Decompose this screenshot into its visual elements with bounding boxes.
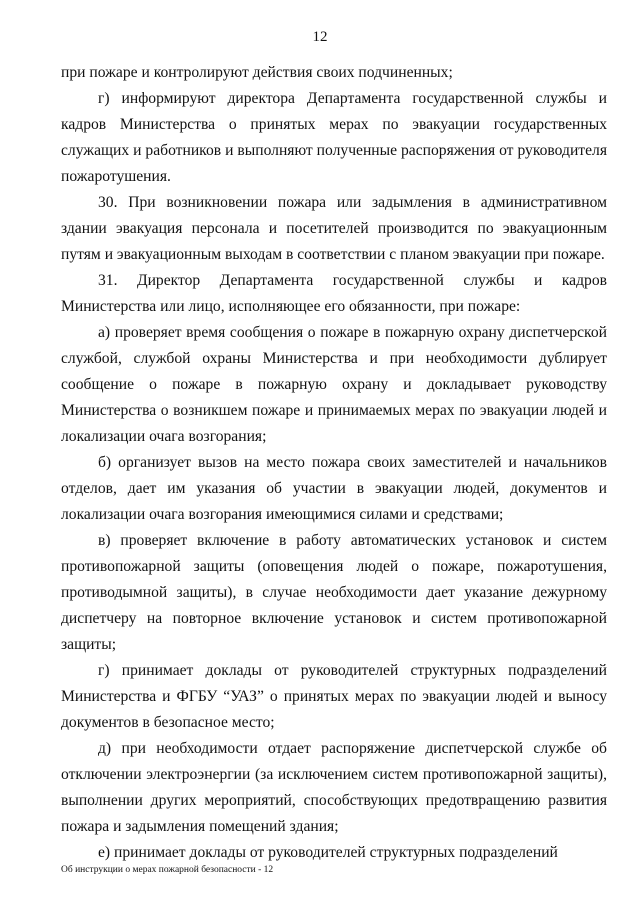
paragraph-item-e: е) принимает доклады от руководителей структурных подразделений (98, 844, 558, 861)
paragraph-item-a: а) проверяет время сообщения о пожаре в пожарную охрану диспетчерской службой, службой охраны Министерства и при необходимости дублирует сообщение о пожаре в пожарную охрану и докладывает руководству Министерства о возникшем пожаре и принимаемых мерах по эвакуации людей и локализации очага возгорания; (61, 324, 607, 445)
document-body (61, 60, 607, 866)
paragraph-item-v: в) проверяет включение в работу автоматических установок и систем противопожарной защиты (оповещения людей о пожаре, пожаротушения, противодымной защиты), в случае необходимости дает указание дежурному диспетчеру на повторное включение установок и систем противопожарной защиты; (61, 532, 607, 653)
paragraph-item-b: б) организует вызов на место пожара своих заместителей и начальников отделов, дает им указания об участии в эвакуации людей, документов и локализации очага возгорания имеющимися силами и средствами; (61, 454, 607, 523)
paragraph-item-g2: г) принимает доклады от руководителей структурных подразделений Министерства и ФГБУ “УАЗ” о принятых мерах по эвакуации людей и выносу документов в безопасное место; (61, 662, 607, 731)
page-footer: Об инструкции о мерах пожарной безопасности - 12 (61, 865, 274, 875)
paragraph-item-d: д) при необходимости отдает распоряжение диспетчерской службе об отключении электроэнергии (за исключением систем противопожарной защиты), выполнении других мероприятий, способствующих предотвращению развития пожара и задымления помещений здания; (61, 740, 607, 835)
page-number: 12 (312, 29, 328, 45)
paragraph-item-g: г) информируют директора Департамента государственной службы и кадров Министерства о принятых мерах по эвакуации государственных служащих и работников и выполняют полученные распоряжения от руководителя пожаротушения. (61, 90, 607, 185)
paragraph-continuation: при пожаре и контролируют действия своих подчиненных; (61, 64, 453, 81)
paragraph-clause-31: 31. Директор Департамента государственной службы и кадров Министерства или лицо, исполняющее его обязанности, при пожаре: (61, 272, 607, 315)
paragraph-clause-30: 30. При возникновении пожара или задымления в административном здании эвакуация персонала и посетителей производится по эвакуационным путям и эвакуационным выходам в соответствии с планом эвакуации при пожаре. (61, 194, 607, 263)
